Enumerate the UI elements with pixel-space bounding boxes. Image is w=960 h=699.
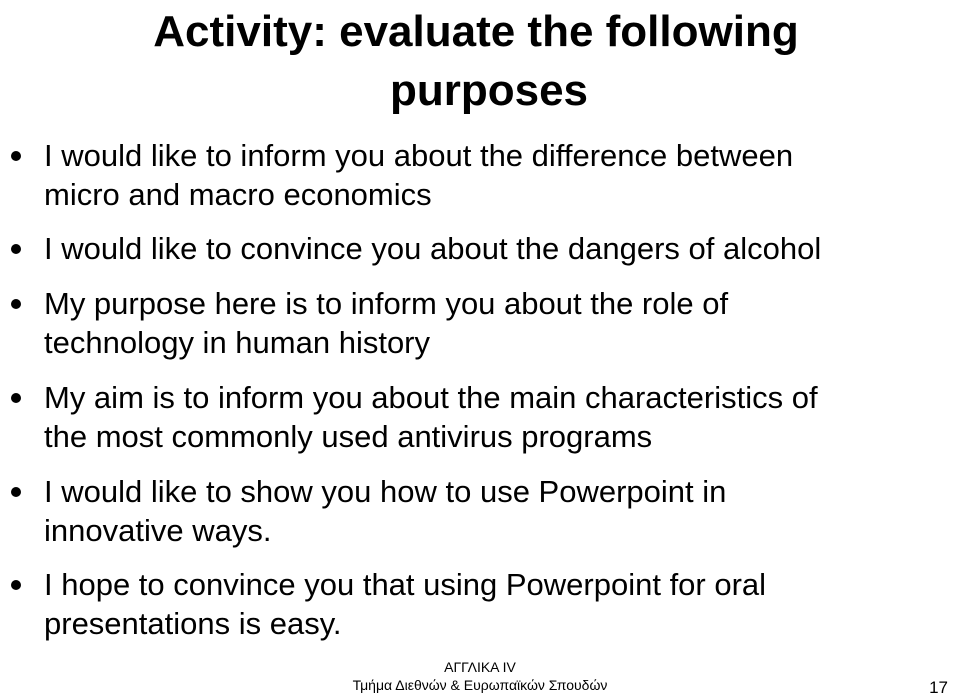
- slide-footer: [0, 656, 960, 699]
- bullet-text-line: the most commonly used antivirus programs: [44, 419, 653, 454]
- bullet-text-line: My purpose here is to inform you about the role of: [44, 286, 729, 321]
- bullet-dot-icon: [11, 299, 21, 309]
- bullet-text-line: I hope to convince you that using Powerpoint for oral: [44, 567, 767, 602]
- bullet-text: [44, 229, 949, 268]
- bullet-text-line: presentations is easy.: [44, 606, 342, 641]
- bullet-text: [44, 378, 949, 456]
- slide-title-line-2: purposes: [389, 66, 589, 115]
- bullet-text-line: innovative ways.: [44, 513, 272, 548]
- bullet-text: [44, 284, 949, 362]
- page-number: 17: [929, 678, 948, 697]
- bullet-dot-icon: [11, 393, 21, 403]
- bullet-text-line: technology in human history: [44, 325, 431, 360]
- bullet-text-line: I would like to show you how to use Powerpoint in: [44, 474, 727, 509]
- footer-course: ΑΓΓΛΙΚΑ IV: [444, 659, 516, 675]
- slide-title-line-1: Activity: evaluate the following: [153, 7, 799, 56]
- bullet-dot-icon: [11, 151, 21, 161]
- bullet-text: [44, 565, 949, 643]
- bullet-dot-icon: [11, 487, 21, 497]
- bullet-text-line: My aim is to inform you about the main characteristics of: [44, 380, 818, 415]
- bullet-text-line: micro and macro economics: [44, 177, 432, 212]
- bullet-text-line: I would like to convince you about the dangers of alcohol: [44, 231, 822, 266]
- slide-title: [0, 2, 960, 120]
- bullet-dot-icon: [11, 244, 21, 254]
- bullet-text: [44, 472, 949, 550]
- bullet-text-line: I would like to inform you about the difference between: [44, 138, 794, 173]
- bullet-dot-icon: [11, 580, 21, 590]
- bullet-text: [44, 136, 949, 214]
- footer-department: Τμήμα Διεθνών & Ευρωπαϊκών Σπουδών: [352, 677, 608, 693]
